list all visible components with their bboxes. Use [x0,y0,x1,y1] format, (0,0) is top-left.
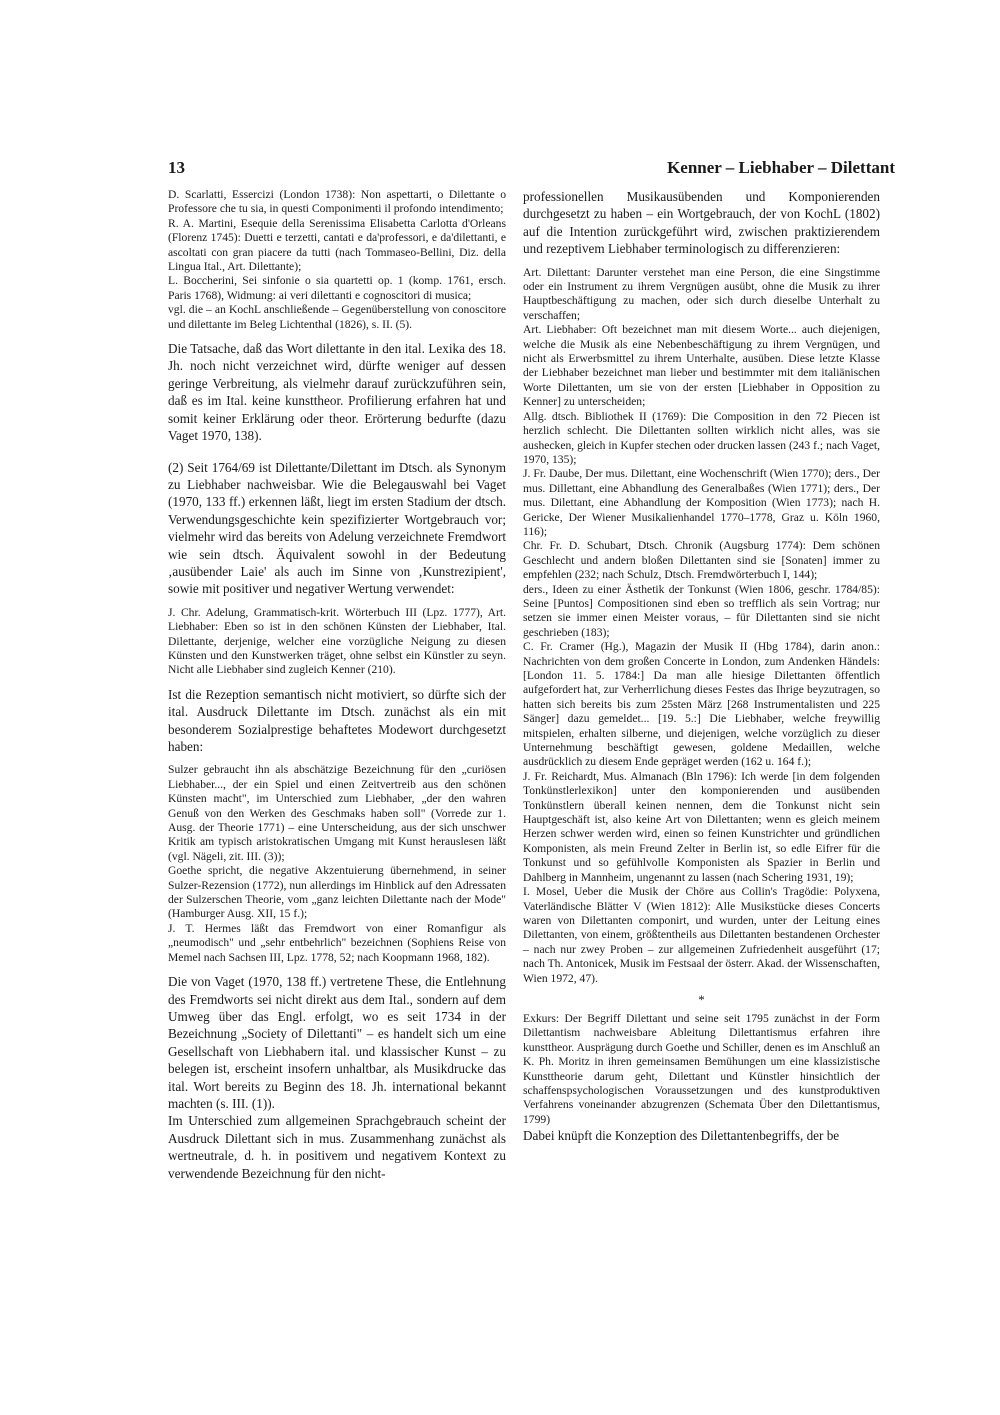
citation-paragraph: Chr. Fr. D. Schubart, Dtsch. Chronik (Augsburg 1774): Dem schönen Geschlecht und andern bloßen Dilettanten sind sie [Sonaten] immer zu empfehlen (232; nach Schulz, Dtsch. Fremdwörterbuch I, 144); [523,539,880,582]
body-paragraph: professionellen Musikausübenden und Komponierenden durchgesetzt zu haben – ein Wortgebrauch, der von KochL (1802) auf die Intention zurückgeführt wird, zwischen praktizierendem und rezeptivem Liebhaber terminologisch zu differenzieren: [523,189,880,257]
citation-paragraph: R. A. Martini, Esequie della Serenissima Elisabetta Carlotta d'Orleans (Florenz 1745): Duetti e terzetti, cantati e da'professori, e da'dilettanti, e ascoltati con gran piacere da tutti (nach Tommaseo-Bellini, Diz. della Lingua Ital., Art. Dilettante); [168,216,506,274]
citation-paragraph: Allg. dtsch. Bibliothek II (1769): Die Composition in den 72 Piecen ist herzlich schlecht. Die Dilettanten sollten wirklich nicht alles, was sie aushecken, gleich in Kupfer stechen oder drucken lassen (243 f.; nach Vaget, 1970, 135); [523,409,880,466]
running-header [168,158,895,184]
body-paragraph: (2) Seit 1764/69 ist Dilettante/Dilettant im Dtsch. als Synonym zu Liebhaber nachweisbar. Wie die Belegauswahl bei Vaget (1970, 133 ff.) erkennen läßt, liegt im ersten Stadium der dtsch. Verwendungsgeschichte kein spezifizierter Wortgebrauch vor; vielmehr wird das bereits von Adelung verzeichnete Fremdwort wie sein dtsch. Äquivalent sowohl in der Bedeutung ‚ausübender Laie' als auch im Sinne von ‚Kunstrezipient', sowie mit positiver und negativer Wertung verwendet: [168,459,506,597]
citation-paragraph: I. Mosel, Ueber die Musik der Chöre aus Collin's Tragödie: Polyxena, Vaterländische Blätter V (Wien 1812): Alle Musikstücke dieses Concerts waren von Dilettanten componirt, und wurden, unter der Leitung eines Dilettanten, von einem, größtentheils aus Dilettanten bestandenen Orchester – nach nur zwey Proben – zur allgemeinen Zufriedenheit ausgeführt (17; nach Th. Antonicek, Musik im Festsaal der österr. Akad. der Wissenschaften, Wien 1972, 47). [523,885,880,985]
body-paragraph: Die Tatsache, daß das Wort dilettante in den ital. Lexika des 18. Jh. noch nicht verzeichnet wird, dürfte weniger auf dessen geringe Verbreitung, als vielmehr darauf zurückzuführen sein, daß es im Ital. keine kunsttheor. Profilierung erfahren hat und somit keiner Erklärung oder theor. Erörterung bedurfte (dazu Vaget 1970, 138). [168,341,506,444]
citation-paragraph: J. Fr. Daube, Der mus. Dilettant, eine Wochenschrift (Wien 1770); ders., Der mus. Dillettant, eine Abhandlung des Generalbaßes (Wien 1771); ders., Der mus. Dilettant, eine Abhandlung der Komposition (Wien 1773); nach H. Gericke, Der Wiener Musikalienhandel 1770–1778, Graz u. Köln 1960, 116); [523,467,880,538]
citation-paragraph: J. Chr. Adelung, Grammatisch-krit. Wörterbuch III (Lpz. 1777), Art. Liebhaber: Eben so ist in den schönen Künsten der Liebhaber, Ital. Dilettante, derjenige, welcher eine vorzügliche Neigung zu diesen Künsten und den Kunstwerken träget, ohne selbst ein Künstler zu seyn. Nicht alle Liebhaber sind zugleich Kenner (210). [168,605,506,677]
citation-paragraph: ders., Ideen zu einer Ästhetik der Tonkunst (Wien 1806, geschr. 1784/85): Seine [Puntos] Compositionen sind eben so trefflich als sein Vortrag; nur setzen sie immer einen Meister voraus, – für Dilettanten sind sie nicht geschrieben (183); [523,582,880,639]
citation-paragraph: D. Scarlatti, Essercizi (London 1738): Non aspettarti, o Dilettante o Professore che tu sia, in questi Componimenti il profondo intendimento; [168,188,506,216]
citation-paragraph: J. Fr. Reichardt, Mus. Almanach (Bln 1796): Ich werde [in dem folgenden Tonkünstlerlexikon] unter den komponierenden und ausübenden Tonkünstlern überall keinen nennen, dem die Tonkunst nicht sein Hauptgeschäft ist, also keine Art von Dilettanten; wenn es gleich meinem Herzen schwer werden wird, einen so feinen Kunstrichter und gründlichen Komponisten, als mein Freund Zelter in Berlin ist, so edle Eifrer für die Tonkunst und so gefühlvolle Komponisten als Spazier in Berlin und Dahlberg in Mannheim, ungenannt zu lassen (nach Schering 1931, 19); [523,769,880,884]
running-title: Kenner – Liebhaber – Dilettant [667,158,895,177]
citation-paragraph: Art. Liebhaber: Oft bezeichnet man mit diesem Worte... auch diejenigen, welche die Musik als eine Nebenbeschäftigung zu ihrem Vergnügen, und nicht als Erwerbsmittel zu ihrem Unterhalte, ausüben. Diese letzte Klasse der Liebhaber bezeichnet man lieber und bestimmter mit dem italiänischen Worte Dilettanten, um sie von der ersten [Liebhaber in Opposition zu Kenner] zu unterscheiden; [523,323,880,409]
left-column [168,188,506,1182]
citation-paragraph: J. T. Hermes läßt das Fremdwort von einer Romanfigur als „neumodisch" und „sehr entbehrlich" bezeichnen (Sophiens Reise von Memel nach Sachsen III, Lpz. 1778, 52; nach Koopmann 1968, 182). [168,921,506,964]
citation-paragraph: Sulzer gebraucht ihn als abschätzige Bezeichnung für den „curiösen Liebhaber..., der ein Spiel und einen Zeitvertreib aus den schönen Künsten macht", im Unterschied zum Liebhaber, „der den wahren Genuß von den Werken des Geschmaks haben soll" (Vorrede zur 1. Ausg. der Theorie 1771) – eine Unterscheidung, aus der sich unschwer Kritik am typisch aristokratischen Umgang mit Kunst herauslesen läßt (vgl. Nägeli, zit. III. (3)); [168,763,506,863]
body-paragraph: Dabei knüpft die Konzeption des Dilettantenbegriffs, der be [523,1128,840,1144]
citation-paragraph: Art. Dilettant: Darunter verstehet man eine Person, die eine Singstimme oder ein Instrument zu ihrem Vergnügen ausübt, ohne die Musik zu ihrer Hauptbeschäftigung zu machen, oder sich durch dieselbe Unterhalt zu verschaffen; [523,265,880,322]
body-paragraph: Die von Vaget (1970, 138 ff.) vertretene These, die Entlehnung des Fremdworts sei nicht direkt aus dem Ital., sondern auf dem Umweg über das Engl. erfolgt, wo es seit 1734 in der Bezeichnung „Society of Dilettanti" – es handelt sich um eine Gesellschaft von Liebhabern ital. und klassischer Kunst – zu belegen ist, erscheint insofern unhaltbar, als Musikdrucke das ital. Wort bereits zu Beginn des 18. Jh. international bekannt machten (s. III. (1)). [168,974,506,1111]
citation-paragraph: C. Fr. Cramer (Hg.), Magazin der Musik II (Hbg 1784), darin anon.: Nachrichten von dem großen Concerte in London, zum Andenken Händels: [London 11. 5. 1784:] Da man alle hiesige Dilettanten öffentlich aufgefordert hat, zur Verherrlichung dieses Festes das Ihrige beyzutragen, so hatten sich bereits bis zum 25sten März [268 Instrumentalisten und 225 Sänger] dazu gemeldet... [19. 5.:] Die Liebhaber, welche freywillig mitspielen, erhalten silberne, und diejenigen, welche vorzüglich zu dieser Unternehmung beschäftigt gewesen, goldene Medaillen, welche ausdrücklich zu diesem Ende gepräget werden (162 u. 164 f.); [523,640,880,769]
citation-paragraph: Goethe spricht, die negative Akzentuierung übernehmend, in seiner Sulzer-Rezension (1772), nun allerdings im Hinblick auf den Adressaten der Sulzerschen Theorie, vom „ganz leichten Dilettante nach der Mode" (Hamburger Ausg. XII, 15 f.); [168,864,506,921]
citation-paragraph: vgl. die – an KochL anschließende – Gegenüberstellung von conoscitore und dilettante im Beleg Lichtenthal (1826), s. II. (5). [168,303,506,331]
citation-paragraph: L. Boccherini, Sei sinfonie o sia quartetti op. 1 (komp. 1761, ersch. Paris 1768), Widmung: ai veri dilettanti e cognoscitori di musica; [168,274,506,302]
right-column [523,188,880,1145]
page-number: 13 [168,158,185,177]
body-paragraph: Im Unterschied zum allgemeinen Sprachgebrauch scheint der Ausdruck Dilettant sich in mus. Zusammenhang zunächst als wertneutrale, d. h. in positivem und negativem Kontext zu verwendende Bezeichnung für den nicht- [168,1113,506,1181]
citation-paragraph: Exkurs: Der Begriff Dilettant und seine seit 1795 zunächst in der Form Dilettantism nachweisbare Ableitung Dilettantismus erfahren ihre kunsttheor. Ausprägung durch Goethe und Schiller, denen es im Anschluß an K. Ph. Moritz in ihren gemeinsamen Bemühungen um eine klassizistische Kunsttheorie darum geht, Dilettant und Künstler hinsichtlich der schaffenspsychologischen Voraussetzungen und des kunstproduktiven Verfahrens voneinander abzugrenzen (Schemata Über den Dilettantismus, 1799) [523,1011,880,1126]
body-paragraph: Ist die Rezeption semantisch nicht motiviert, so dürfte sich der ital. Ausdruck Dilettante im Dtsch. zunächst als ein mit besonderem Sozialprestige behaftetes Modewort durchgesetzt haben: [168,686,506,754]
section-separator: * [698,991,705,1007]
